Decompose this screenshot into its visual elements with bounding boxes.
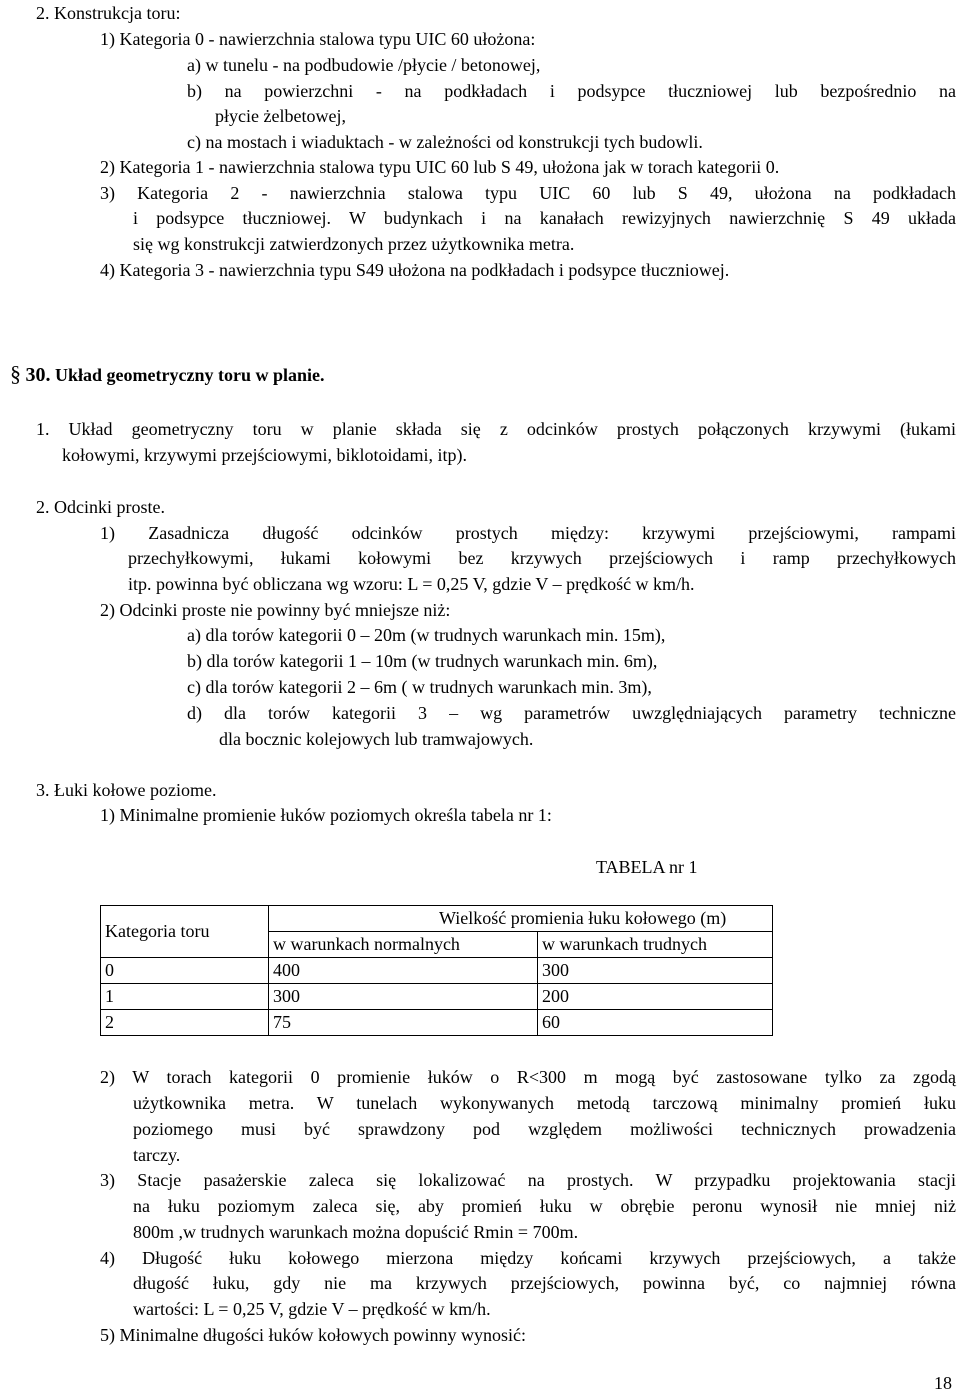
table-row	[101, 984, 773, 1010]
section-sign: §	[10, 361, 21, 386]
table-cell: 0	[101, 958, 269, 984]
subsection-title: 3. Łuki kołowe poziome.	[36, 780, 217, 800]
list-item-continuation: 800m ,w trudnych warunkach można dopuścić Rmin = 700m.	[133, 1222, 579, 1242]
list-item: b) dla torów kategorii 1 – 10m (w trudnych warunkach min. 6m),	[187, 651, 658, 671]
list-item-continuation: i podsypce tłuczniowej. W budynkach i na kanałach rewizyjnych nawierzchnię S 49 układa	[133, 208, 956, 228]
list-item: 2) Kategoria 1 - nawierzchnia stalowa typu UIC 60 lub S 49, ułożona jak w torach kategorii 0.	[100, 157, 780, 177]
table-header-cell: Kategoria toru	[101, 906, 269, 958]
list-item-continuation: się wg konstrukcji zatwierdzonych przez użytkownika metra.	[133, 234, 575, 254]
list-item: 1) Kategoria 0 - nawierzchnia stalowa typu UIC 60 ułożona:	[100, 29, 536, 49]
list-item: a) dla torów kategorii 0 – 20m (w trudnych warunkach min. 15m),	[187, 625, 666, 645]
list-item-continuation: na łuku poziomym zaleca się, aby promień łuku w obrębie peronu wynosił nie mniej niż	[133, 1196, 956, 1216]
list-item-continuation: poziomego musi być sprawdzony pod względem możliwości technicznych prowadzenia	[133, 1119, 956, 1139]
list-item: 1) Minimalne promienie łuków poziomych określa tabela nr 1:	[100, 805, 552, 825]
list-item-continuation: płycie żelbetowej,	[215, 106, 346, 126]
list-item: d) dla torów kategorii 3 – wg parametrów uwzględniających parametry techniczne	[187, 703, 956, 723]
section-number: 30.	[25, 364, 51, 386]
page-number: 18	[934, 1373, 952, 1393]
list-item-continuation: wartości: L = 0,25 V, gdzie V – prędkość w km/h.	[133, 1299, 491, 1319]
table-row	[101, 1010, 773, 1036]
table-cell: 400	[269, 958, 538, 984]
table-header-cell: w warunkach normalnych	[269, 932, 538, 958]
list-item-continuation: dla bocznic kolejowych lub tramwajowych.	[219, 729, 534, 749]
paragraph: 1. Układ geometryczny toru w planie składa się z odcinków prostych połączonych krzywymi (łukami	[36, 419, 956, 439]
table-header-cell: Wielkość promienia łuku kołowego (m)	[269, 906, 773, 932]
table-caption: TABELA nr 1	[596, 857, 698, 877]
table-cell: 300	[538, 958, 773, 984]
table-cell: 300	[269, 984, 538, 1010]
paragraph-continuation: kołowymi, krzywymi przejściowymi, biklotoidami, itp).	[62, 445, 467, 465]
section-heading	[10, 361, 324, 388]
subsection-title: 2. Odcinki proste.	[36, 497, 165, 517]
list-item-continuation: itp. powinna być obliczana wg wzoru: L = 0,25 V, gdzie V – prędkość w km/h.	[128, 574, 695, 594]
list-item: 1) Zasadnicza długość odcinków prostych między: krzywymi przejściowymi, rampami	[100, 523, 956, 543]
list-item: a) w tunelu - na podbudowie /płycie / betonowej,	[187, 55, 541, 75]
table-header-cell: w warunkach trudnych	[538, 932, 773, 958]
section-title: 2. Konstrukcja toru:	[36, 3, 181, 23]
table-cell: 1	[101, 984, 269, 1010]
section-heading-title: Układ geometryczny toru w planie.	[55, 365, 325, 385]
radius-table	[100, 905, 773, 1036]
list-item: 5) Minimalne długości łuków kołowych powinny wynosić:	[100, 1325, 526, 1345]
list-item-continuation: długość łuku, gdy nie ma krzywych przejściowych, powinna być, co najmniej równa	[133, 1273, 956, 1293]
list-item: 2) W torach kategorii 0 promienie łuków o R<300 m mogą być zastosowane tylko za zgodą	[100, 1067, 956, 1087]
list-item: 2) Odcinki proste nie powinny być mniejsze niż:	[100, 600, 451, 620]
list-item: c) dla torów kategorii 2 – 6m ( w trudnych warunkach min. 3m),	[187, 677, 652, 697]
table-row	[101, 958, 773, 984]
table-cell: 75	[269, 1010, 538, 1036]
list-item: 4) Długość łuku kołowego mierzona między końcami krzywych przejściowych, a także	[100, 1248, 956, 1268]
list-item: c) na mostach i wiaduktach - w zależności od konstrukcji tych budowli.	[187, 132, 703, 152]
list-item-continuation: użytkownika metra. W tunelach wykonywanych metodą tarczową minimalny promień łuku	[133, 1093, 956, 1113]
list-item-continuation: tarczy.	[133, 1145, 181, 1165]
list-item-continuation: przechyłkowymi, łukami kołowymi bez krzywych przejściowych i ramp przechyłkowych	[128, 548, 956, 568]
table-cell: 200	[538, 984, 773, 1010]
list-item: 3) Kategoria 2 - nawierzchnia stalowa typu UIC 60 lub S 49, ułożona na podkładach	[100, 183, 956, 203]
table-cell: 60	[538, 1010, 773, 1036]
list-item: 4) Kategoria 3 - nawierzchnia typu S49 ułożona na podkładach i podsypce tłuczniowej.	[100, 260, 730, 280]
table-cell: 2	[101, 1010, 269, 1036]
table-header-row	[101, 906, 773, 932]
list-item: b) na powierzchni - na podkładach i podsypce tłuczniowej lub bezpośrednio na	[187, 81, 956, 101]
list-item: 3) Stacje pasażerskie zaleca się lokalizować na prostych. W przypadku projektowania stacji	[100, 1170, 956, 1190]
